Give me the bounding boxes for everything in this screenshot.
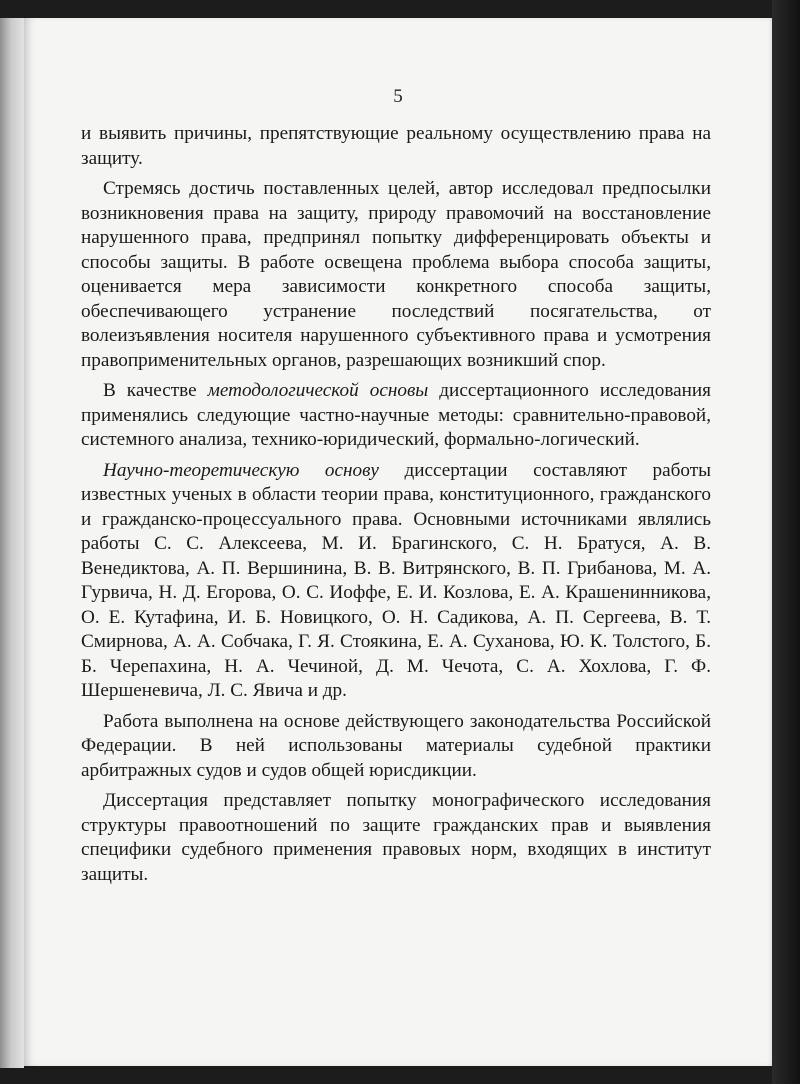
paragraph-2	[81, 177, 711, 373]
paragraph-3	[81, 379, 711, 453]
paragraph-4-emphasis: Научно-теоретическую основу	[103, 459, 379, 481]
paragraph-6	[81, 789, 711, 887]
paragraph-1	[81, 122, 711, 171]
paragraph-3-prefix: В качестве	[103, 380, 208, 401]
paragraph-4	[81, 459, 711, 704]
paragraph-5-text: Работа выполнена на основе действующего законодательства Российской Федерации. В ней использованы материалы судебной практики арбитражных судов и судов общей юрисдикции.	[81, 710, 711, 781]
paragraph-4-text: диссертации составляют работы известных ученых в области теории права, конституционного, гражданского и гражданско-процессуального права. Основными источниками являлись работы С. С. Алексеева, М. И. Брагинского, С. Н. Братуся, А. В. Венедиктова, А. П. Вершинина, В. В. Витрянского, В. П. Грибанова, М. А. Гурвича, Н. Д. Егорова, О. С. Иоффе, Е. И. Козлова, Е. А. Крашенинникова, О. Е. Кутафина, И. Б. Новицкого, О. Н. Садикова, А. П. Сергеева, В. Т. Смирнова, А. А. Собчака, Г. Я. Стоякина, Е. А. Суханова, Ю. К. Толстого, Б. Б. Черепахина, Н. А. Чечиной, Д. М. Чечота, С. А. Хохлова, Г. Ф. Шершеневича, Л. С. Явича и др.	[81, 459, 711, 701]
paragraph-5	[81, 710, 711, 784]
paragraph-3-emphasis: методологической основы	[207, 380, 429, 401]
paragraph-3-text: диссертационного исследования применялись следующие частно-научные методы: сравнительно-правовой, системного анализа, технико-юридический, формально-логический.	[81, 380, 712, 450]
paragraph-6-text: Диссертация представляет попытку монографического исследования структуры правоотношений по защите гражданских прав и выявления специфики судебного применения правовых норм, входящих в институт защиты.	[81, 790, 711, 885]
paragraph-1-text: и выявить причины, препятствующие реальному осуществлению права на защиту.	[81, 123, 711, 169]
scan-background-edge	[772, 0, 800, 1084]
body-text	[81, 122, 711, 893]
paragraph-2-text: Стремясь достичь поставленных целей, автор исследовал предпосылки возникновения права на защиту, природу правомочий на восстановление нарушенного права, предпринял попытку дифференцировать объекты и способы защиты. В работе освещена проблема выбора способа защиты, оценивается мера зависимости конкретного способа защиты, обеспечивающего устранение последствий посягательства, от волеизъявления носителя нарушенного субъективного права и усмотрения правоприменительных органов, разрешающих возникший спор.	[81, 178, 711, 371]
adjacent-page-edge	[0, 18, 24, 1068]
document-page	[24, 18, 772, 1066]
page-number: 5	[393, 86, 403, 107]
